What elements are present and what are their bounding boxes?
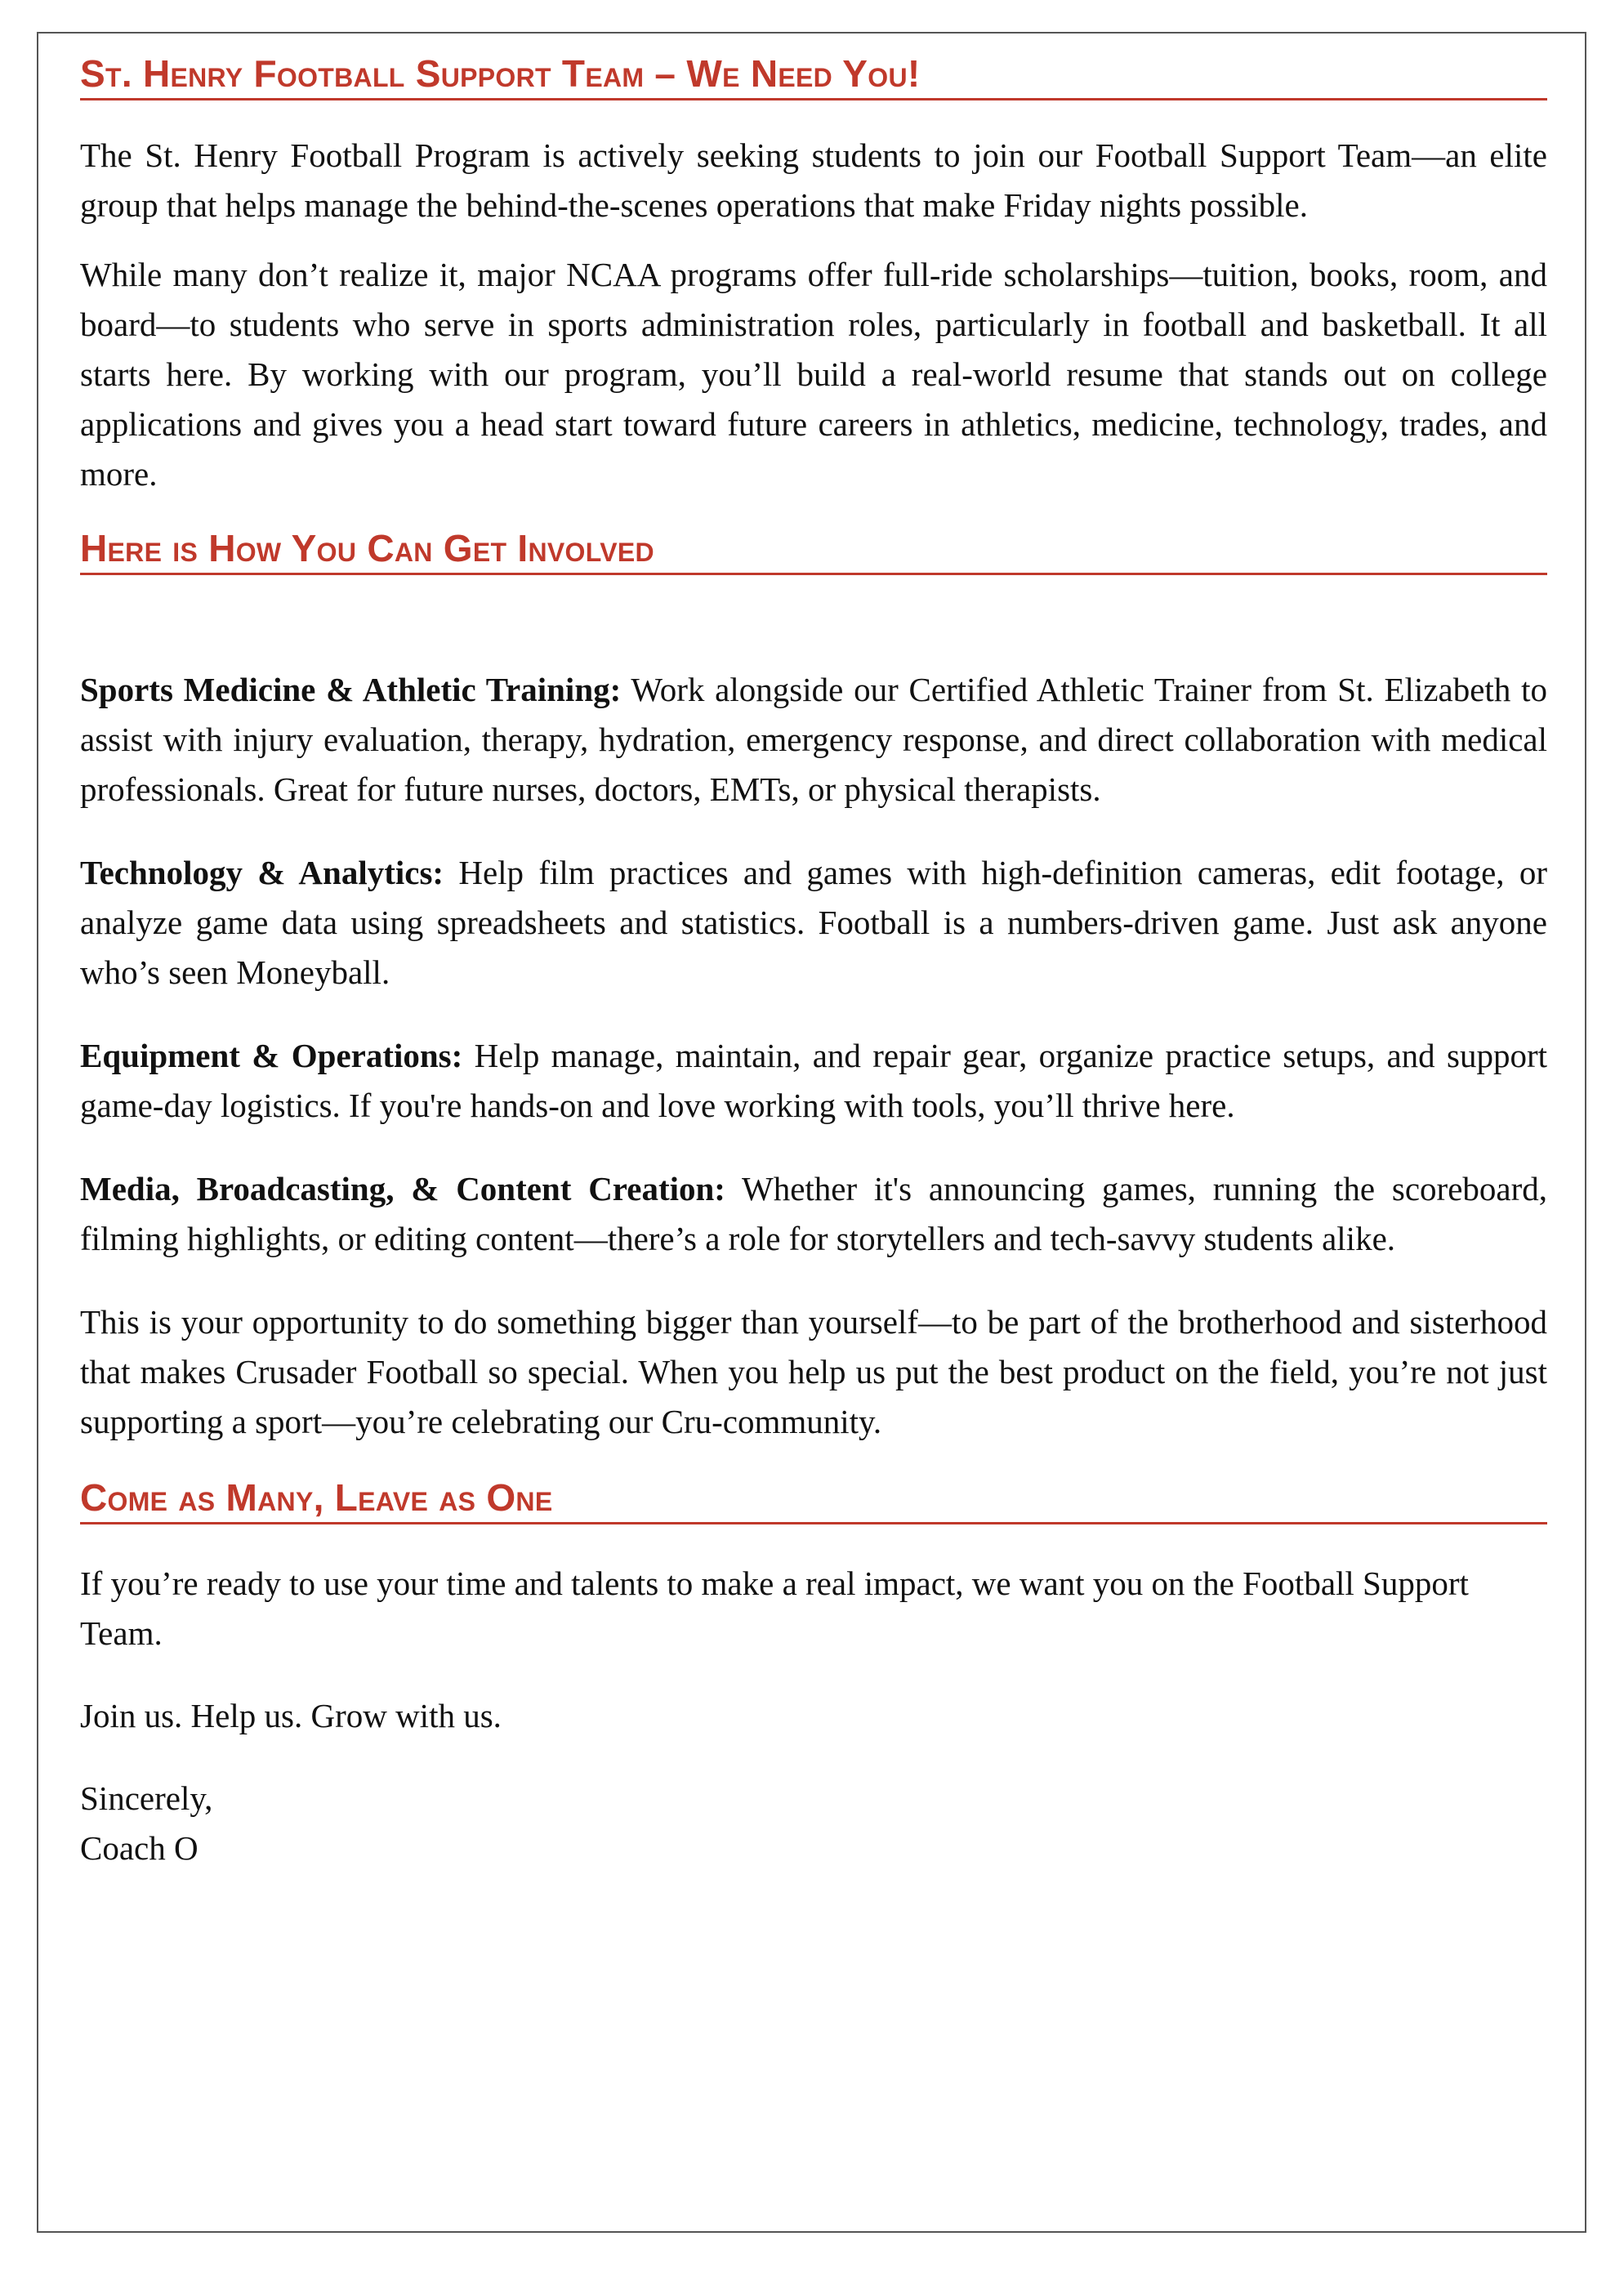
role-title: Equipment & Operations: <box>80 1037 463 1074</box>
role-title: Sports Medicine & Athletic Training: <box>80 671 622 708</box>
signature: Coach O <box>80 1829 199 1867</box>
closing-paragraph: This is your opportunity to do something bigger than yourself—to be part of the brotherhood and sisterhood that makes Crusader Football so special. When you help us put the best product on the field, you’re not just supporting a sport—you’re celebrating our Cru-community. <box>80 1303 1547 1440</box>
intro-paragraph-1: The St. Henry Football Program is actively seeking students to join our Football Support Team—an elite group that helps manage the behind-the-scenes operations that make Friday nights possible. <box>80 136 1547 224</box>
role-title: Media, Broadcasting, & Content Creation: <box>80 1170 725 1207</box>
role-paragraph-technology <box>80 848 1547 998</box>
sign-off: Sincerely, <box>80 1779 213 1817</box>
role-paragraph-equipment <box>80 1031 1547 1131</box>
role-description: Whether it's announcing games, running the scoreboard, filming highlights, or editing content—there’s a role for storytellers and tech-savvy students alike. <box>80 1170 1547 1257</box>
letter-content <box>80 51 1547 1873</box>
role-paragraph-media <box>80 1164 1547 1264</box>
section-heading-come-as-many: Come as Many, Leave as One <box>80 1475 1547 1524</box>
slogan-line: Join us. Help us. Grow with us. <box>80 1697 502 1734</box>
intro-paragraph-2: While many don’t realize it, major NCAA programs offer full-ride scholarships—tuition, books, room, and board—to students who serve in sports administration roles, particularly in football and basketball. It all starts here. By working with our program, you’ll build a real-world resume that stands out on college applications and gives you a head start toward future careers in athletics, medicine, technology, trades, and more. <box>80 256 1547 493</box>
call-to-action-paragraph: If you’re ready to use your time and talents to make a real impact, we want you on the Football Support Team. <box>80 1565 1469 1652</box>
role-description: Help manage, maintain, and repair gear, organize practice setups, and support game-day logistics. If you're hands-on and love working with tools, you’ll thrive here. <box>80 1037 1547 1124</box>
role-description: Help film practices and games with high-definition cameras, edit footage, or analyze game data using spreadsheets and statistics. Football is a numbers-driven game. Just ask anyone who’s seen Moneyball. <box>80 854 1547 991</box>
role-paragraph-sports-medicine <box>80 665 1547 815</box>
role-description: Work alongside our Certified Athletic Trainer from St. Elizabeth to assist with injury evaluation, therapy, hydration, emergency response, and direct collaboration with medical professionals. Great for future nurses, doctors, EMTs, or physical therapists. <box>80 671 1547 808</box>
page-title: St. Henry Football Support Team – We Need You! <box>80 51 1547 100</box>
role-title: Technology & Analytics: <box>80 854 444 891</box>
section-heading-involved: Here is How You Can Get Involved <box>80 525 1547 575</box>
